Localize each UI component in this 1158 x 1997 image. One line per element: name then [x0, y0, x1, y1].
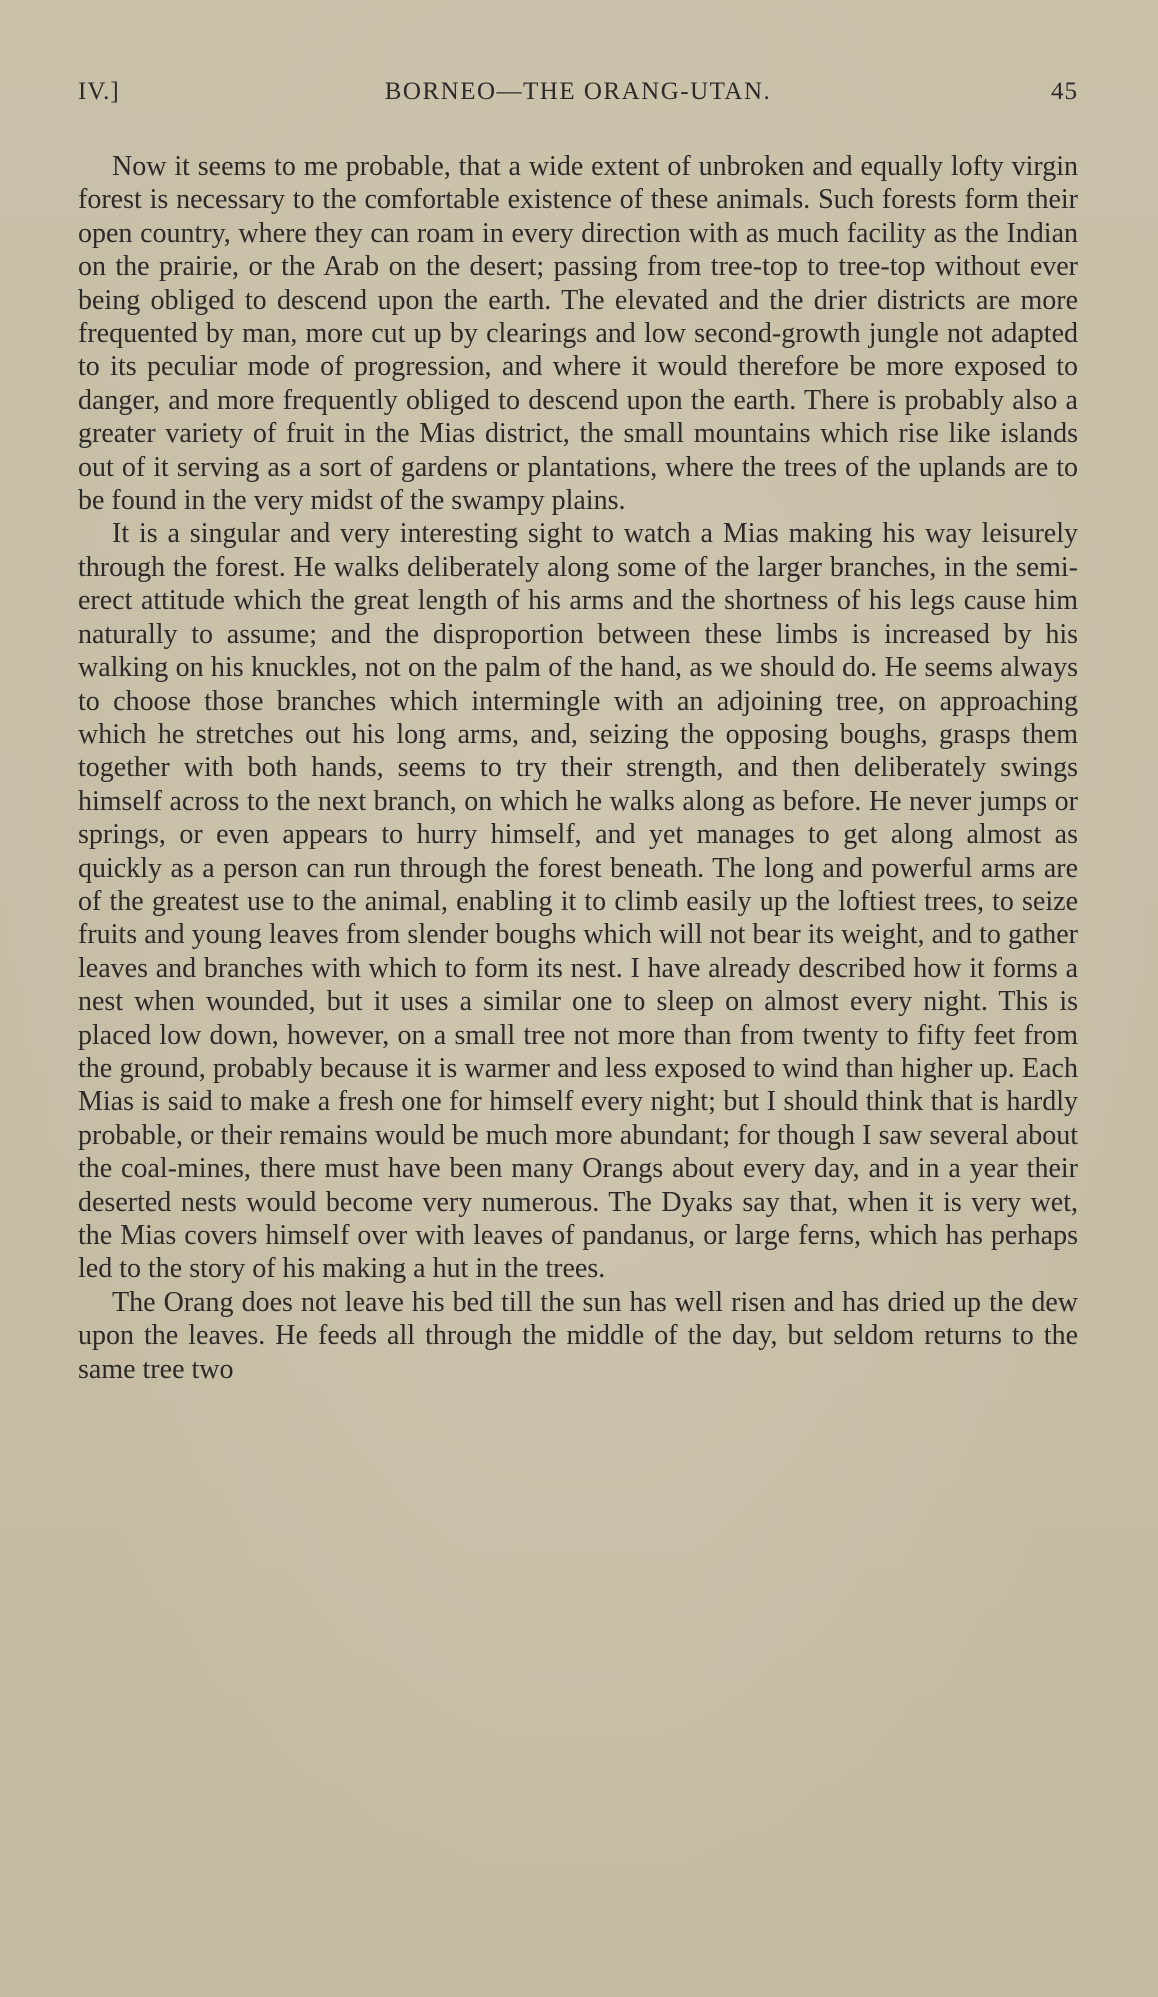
running-head	[78, 78, 1078, 112]
chapter-number: IV.]	[78, 78, 120, 105]
paragraph-forest-habitat: Now it seems to me probable, that a wide extent of unbroken and equally lofty virgin forest is necessary to the comfortable existence of these animals. Such forests form their open country, where they can roam in every direction with as much facility as the Indian on the prairie, or the Arab on the desert; passing from tree-top to tree-top without ever being obliged to descend upon the earth. The elevated and the drier districts are more frequented by man, more cut up by clearings and low second-growth jungle not adapted to its peculiar mode of progression, and where it would therefore be more exposed to danger, and more frequently obliged to descend upon the earth. There is probably also a greater variety of fruit in the Mias district, the small mountains which rise like islands out of it serving as a sort of gardens or plantations, where the trees of the uplands are to be found in the very midst of the swampy plains.	[78, 151, 1078, 517]
paragraph-orang-habits: The Orang does not leave his bed till the sun has well risen and has dried up the dew upon the leaves. He feeds all through the middle of the day, but seldom returns to the same tree two	[78, 1286, 1078, 1385]
paragraph-mias-movement: It is a singular and very interesting sight to watch a Mias making his way leisurely through the forest. He walks deliberately along some of the larger branches, in the semi-erect attitude which the great length of his arms and the shortness of his legs cause him naturally to assume; and the disproportion between these limbs is increased by his walking on his knuckles, not on the palm of the hand, as we should do. He seems always to choose those branches which intermingle with an adjoining tree, on approaching which he stretches out his long arms, and, seizing the opposing boughs, grasps them together with both hands, seems to try their strength, and then deliberately swings himself across to the next branch, on which he walks along as before. He never jumps or springs, or even appears to hurry himself, and yet manages to get along almost as quickly as a person can run through the forest beneath. The long and powerful arms are of the greatest use to the animal, enabling it to climb easily up the loftiest trees, to seize fruits and young leaves from slender boughs which will not bear its weight, and to gather leaves and branches with which to form its nest. I have already described how it forms a nest when wounded, but it uses a similar one to sleep on almost every night. This is placed low down, however, on a small tree not more than from twenty to fifty feet from the ground, probably because it is warmer and less exposed to wind than higher up. Each Mias is said to make a fresh one for himself every night; but I should think that is hardly probable, or their remains would be much more abundant; for though I saw several about the coal-mines, there must have been many Orangs about every day, and in a year their deserted nests would become very numerous. The Dyaks say that, when it is very wet, the Mias covers himself over with leaves of pandanus, or large ferns, which has perhaps led to the story of his making a hut in the trees.	[78, 518, 1078, 1285]
running-title: BORNEO—THE ORANG-UTAN.	[384, 78, 772, 105]
body-text	[78, 150, 1078, 1386]
page-number: 45	[1051, 78, 1078, 105]
